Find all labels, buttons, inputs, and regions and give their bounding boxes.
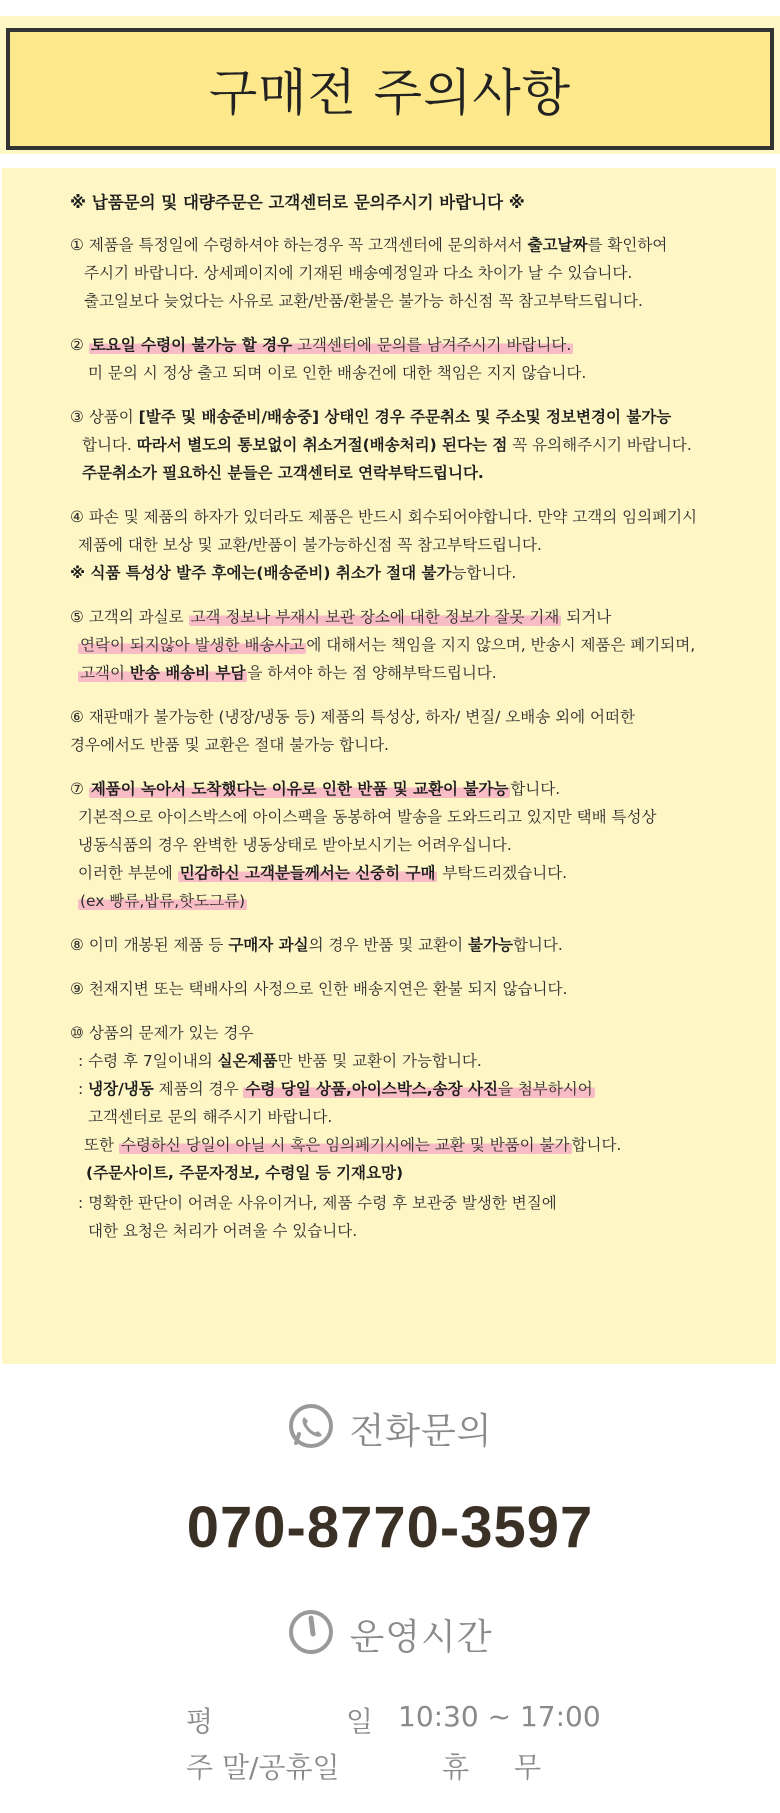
- phone-number[interactable]: 070-8770-3597: [186, 1495, 594, 1560]
- weekend-label: 주 말/공휴일: [186, 1751, 340, 1784]
- weekday-label-text: 평 일: [186, 1705, 435, 1738]
- contact-section: [0, 1364, 780, 1813]
- notice-intro: ※ 납품문의 및 대량주문은 고객센터로 문의주시기 바랍니다 ※: [70, 193, 525, 212]
- notice-7-line-3: 냉동식품의 경우 완벽한 냉동상태로 받아보시기는 어려우십니다.: [78, 836, 512, 854]
- notice-10-line-1: ⑩ 상품의 문제가 있는 경우: [70, 1024, 254, 1042]
- notice-3-line-3: 주문취소가 필요하신 분들은 고객센터로 연락부탁드립니다.: [82, 464, 484, 482]
- notice-10-line-8: 대한 요청은 처리가 어려울 수 있습니다.: [88, 1222, 358, 1240]
- phone-label: 전화문의: [349, 1410, 493, 1452]
- notice-6-line-1: ⑥ 재판매가 불가능한 (냉장/냉동 등) 제품의 특성상, 하자/ 변질/ 오배송 외에 어떠한: [70, 708, 635, 726]
- notice-7-line-5: (ex 빵류,밥류,핫도그류): [80, 892, 246, 910]
- phone-heading: [0, 1402, 780, 1454]
- notice-7-line-1: ⑦ 제품이 녹아서 도착했다는 이유로 인한 반품 및 교환이 불가능 합니다.: [70, 780, 561, 798]
- notice-10-line-4: 고객센터로 문의 해주시기 바랍니다.: [88, 1108, 333, 1126]
- notice-5-line-1: ⑤ 고객의 과실로 고객 정보나 부재시 보관 장소에 대한 정보가 잘못 기재 되거나: [70, 608, 612, 626]
- notice-5-line-3: 고객이 반송 배송비 부담 을 하셔야 하는 점 양해부탁드립니다.: [80, 664, 497, 682]
- weekday-label: [186, 1700, 435, 1740]
- notice-5-line-2: 연락이 되지않아 발생한 배송사고 에 대해서는 책임을 지지 않으며, 반송시 제품은 폐기되며,: [80, 636, 696, 654]
- notice-2-line-2: 미 문의 시 정상 출고 되며 이로 인한 배송건에 대한 책임은 지지 않습니다.: [88, 364, 587, 382]
- notice-10-line-3: : 냉장/냉동 제품의 경우 수령 당일 상품,아이스박스,송장 사진을 첨부하시어: [78, 1080, 593, 1098]
- notice-7-line-2: 기본적으로 아이스박스에 아이스팩을 동봉하여 발송을 도와드리고 있지만 택배 특성상: [78, 808, 657, 826]
- notice-8-line-1: ⑧ 이미 개봉된 제품 등 구매자 과실의 경우 반품 및 교환이 불가능합니다.: [70, 936, 563, 954]
- weekend-hours: 휴 무: [442, 1751, 559, 1784]
- page-title: 구매전 주의사항: [209, 64, 571, 122]
- weekday-hours: 10:30 ~ 17:00: [398, 1700, 601, 1733]
- title-band: [0, 16, 780, 154]
- notice-4-line-1: ④ 파손 및 제품의 하자가 있더라도 제품은 반드시 회수되어야합니다. 만약 고객의 임의폐기시: [70, 508, 698, 526]
- notice-4-line-2: 제품에 대한 보상 및 교환/반품이 불가능하신점 꼭 참고부탁드립니다.: [78, 536, 542, 554]
- notice-4-line-3: ※ 식품 특성상 발주 후에는(배송준비) 취소가 절대 불가능합니다.: [70, 564, 517, 582]
- notice-7-line-4: 이러한 부분에 민감하신 고객분들께서는 신중히 구매 부탁드리겠습니다.: [78, 864, 568, 882]
- hours-heading: [0, 1608, 780, 1660]
- notice-1-line-2: 주시기 바랍니다. 상세페이지에 기재된 배송예정일과 다소 차이가 날 수 있습니다.: [84, 264, 633, 282]
- notice-1-line-3: 출고일보다 늦었다는 사유로 교환/반품/환불은 불가능 하신점 꼭 참고부탁드립니다.: [84, 292, 643, 310]
- notice-10-line-6: (주문사이트, 주문자정보, 수령일 등 기재요망): [86, 1164, 404, 1182]
- notice-9-line-1: ⑨ 천재지변 또는 택배사의 사정으로 인한 배송지연은 환불 되지 않습니다.: [70, 980, 568, 998]
- notice-3-line-2: 합니다. 따라서 별도의 통보없이 취소거절(배송처리) 된다는 점 꼭 유의해주시기 바랍니다.: [82, 436, 692, 454]
- notice-2-line-1: ② 토요일 수령이 불가능 할 경우 고객센터에 문의를 남겨주시기 바랍니다.: [70, 336, 572, 354]
- title-box: [6, 28, 774, 150]
- notice-10-line-5: 또한 수령하신 당일이 아닐 시 혹은 임의폐기시에는 교환 및 반품이 불가 합니다.: [84, 1136, 622, 1154]
- notice-6-line-2: 경우에서도 반품 및 교환은 절대 불가능 합니다.: [70, 736, 389, 754]
- notice-3-line-1: ③ 상품이 [발주 및 배송준비/배송중] 상태인 경우 주문취소 및 주소및 정보변경이 불가능: [70, 408, 672, 426]
- notice-section: [2, 168, 776, 1364]
- clock-icon: [287, 1608, 335, 1660]
- phone-icon: [287, 1402, 335, 1454]
- notice-10-line-2: : 수령 후 7일이내의 실온제품만 반품 및 교환이 가능합니다.: [78, 1052, 482, 1070]
- hours-label: 운영시간: [349, 1616, 493, 1658]
- notice-10-line-7: : 명확한 판단이 어려운 사유이거나, 제품 수령 후 보관중 발생한 변질에: [78, 1194, 557, 1212]
- notice-1-line-1: ① 제품을 특정일에 수령하셔야 하는경우 꼭 고객센터에 문의하셔서 출고날짜를 확인하여: [70, 236, 668, 254]
